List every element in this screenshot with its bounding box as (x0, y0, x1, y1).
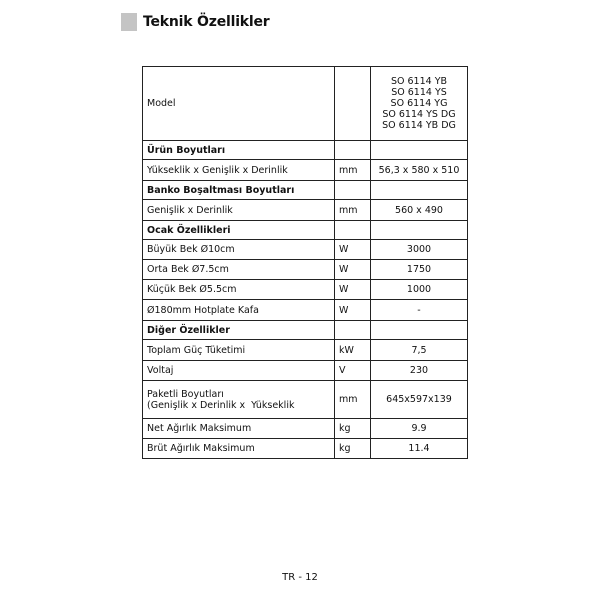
spec-name: Yükseklik x Genişlik x Derinlik (143, 160, 335, 181)
spec-row (143, 240, 468, 260)
spec-unit: kW (335, 340, 371, 361)
model-unit-cell (335, 67, 371, 141)
spec-unit: W (335, 280, 371, 300)
spec-unit (335, 181, 371, 200)
spec-value: 11.4 (371, 439, 468, 459)
spec-value: 1000 (371, 280, 468, 300)
spec-unit: W (335, 240, 371, 260)
section-row (143, 181, 468, 200)
model-name: SO 6114 YG (390, 98, 448, 109)
section-row (143, 321, 468, 340)
spec-name: Ø180mm Hotplate Kafa (143, 300, 335, 321)
model-name: SO 6114 YS DG (382, 109, 456, 120)
spec-unit (335, 141, 371, 160)
spec-value (371, 141, 468, 160)
spec-row (143, 419, 468, 439)
heading-marker-icon (121, 13, 137, 31)
section-title: Ürün Boyutları (143, 141, 335, 160)
spec-value: 230 (371, 361, 468, 381)
spec-value: 560 x 490 (371, 200, 468, 221)
spec-value: 1750 (371, 260, 468, 280)
section-heading (121, 12, 270, 32)
spec-row (143, 381, 468, 419)
section-title: Diğer Özellikler (143, 321, 335, 340)
spec-unit: mm (335, 160, 371, 181)
spec-name-line: Paketli Boyutları (147, 388, 224, 400)
spec-unit (335, 221, 371, 240)
section-row (143, 141, 468, 160)
section-title: Ocak Özellikleri (143, 221, 335, 240)
page-number: TR - 12 (282, 572, 318, 583)
model-name: SO 6114 YB (390, 76, 448, 87)
spec-value (371, 321, 468, 340)
spec-row (143, 200, 468, 221)
spec-unit (335, 321, 371, 340)
spec-value: 7,5 (371, 340, 468, 361)
spec-name: Toplam Güç Tüketimi (143, 340, 335, 361)
spec-unit: kg (335, 439, 371, 459)
spec-row (143, 280, 468, 300)
section-title: Banko Boşaltması Boyutları (143, 181, 335, 200)
spec-row (143, 361, 468, 381)
spec-name: Brüt Ağırlık Maksimum (143, 439, 335, 459)
spec-name: Küçük Bek Ø5.5cm (143, 280, 335, 300)
specifications-table (142, 66, 468, 459)
spec-row (143, 439, 468, 459)
model-name: SO 6114 YB DG (382, 120, 456, 131)
spec-row (143, 340, 468, 361)
spec-value: 645x597x139 (371, 381, 468, 419)
spec-unit: W (335, 300, 371, 321)
spec-value (371, 221, 468, 240)
spec-unit: mm (335, 381, 371, 419)
spec-row (143, 260, 468, 280)
specifications-table-body (143, 67, 468, 459)
spec-unit: kg (335, 419, 371, 439)
spec-unit: mm (335, 200, 371, 221)
spec-value: 9.9 (371, 419, 468, 439)
spec-name: Büyük Bek Ø10cm (143, 240, 335, 260)
spec-name: Genişlik x Derinlik (143, 200, 335, 221)
model-row (143, 67, 468, 141)
spec-name: Orta Bek Ø7.5cm (143, 260, 335, 280)
spec-value: - (371, 300, 468, 321)
spec-value: 3000 (371, 240, 468, 260)
spec-unit: V (335, 361, 371, 381)
model-name: SO 6114 YS (391, 87, 447, 98)
spec-value: 56,3 x 580 x 510 (371, 160, 468, 181)
spec-name: Net Ağırlık Maksimum (143, 419, 335, 439)
spec-row (143, 160, 468, 181)
spec-unit: W (335, 260, 371, 280)
spec-name (143, 381, 335, 419)
spec-value (371, 181, 468, 200)
spec-row (143, 300, 468, 321)
model-list (371, 67, 468, 141)
page-title: Teknik Özellikler (143, 14, 270, 30)
spec-name-line: (Genişlik x Derinlik x Yükseklik (147, 399, 295, 411)
spec-name: Voltaj (143, 361, 335, 381)
section-row (143, 221, 468, 240)
model-label: Model (143, 67, 335, 141)
